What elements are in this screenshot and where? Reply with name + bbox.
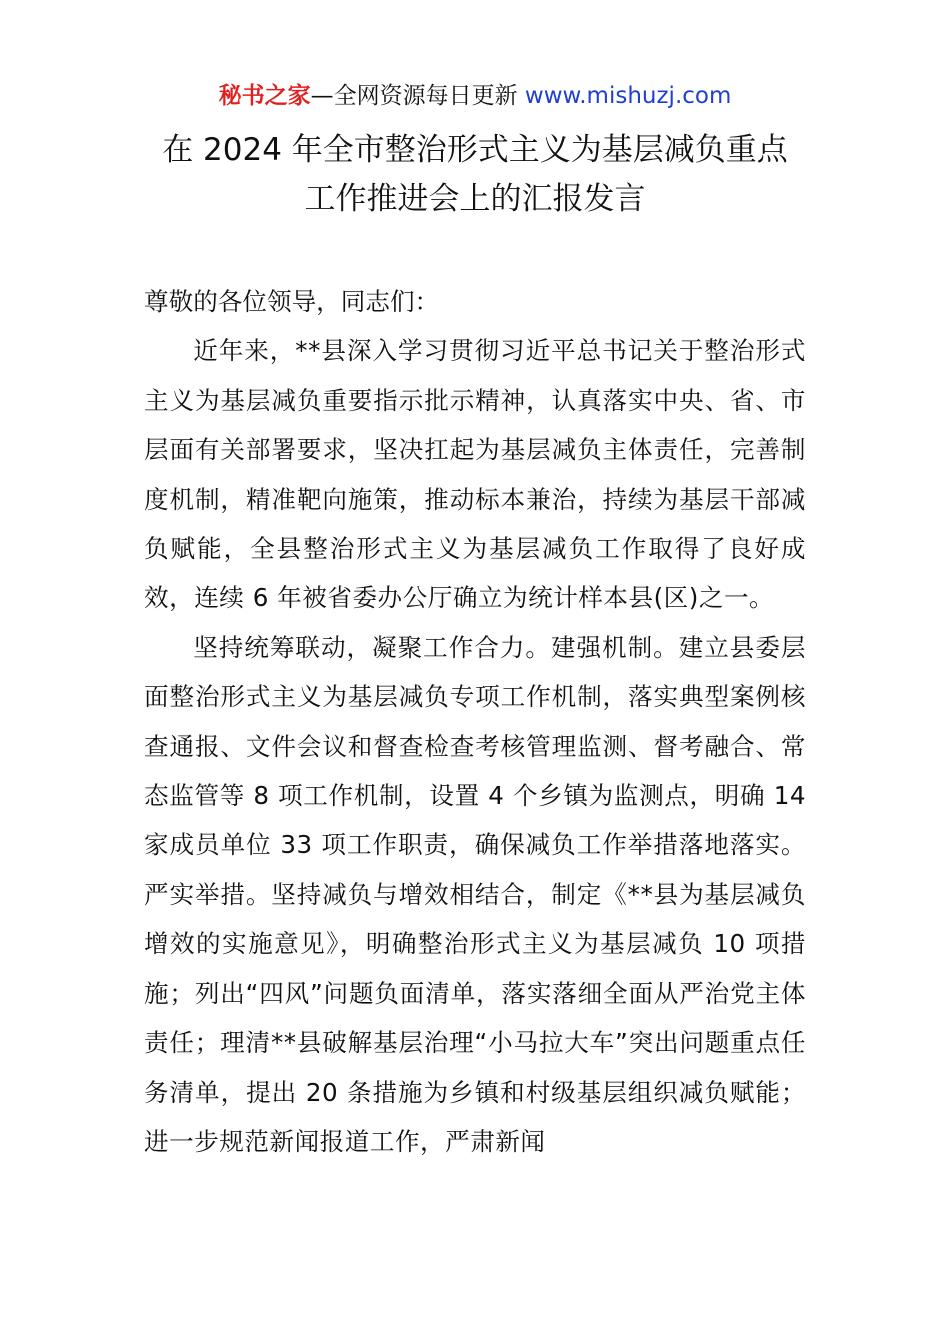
site-url-link[interactable]: www.mishuzj.com: [524, 83, 732, 109]
title-line-2: 工作推进会上的汇报发言: [304, 181, 646, 217]
paragraph-2: 坚持统筹联动，凝聚工作合力。建强机制。建立县委层面整治形式主义为基层减负专项工作机制，落实典型案例核查通报、文件会议和督查检查考核管理监测、督考融合、常态监管等 8 项工作机制，设置 4 个乡镇为监测点，明确 14 家成员单位 33 项工作职责，确保减负工作举措落地落实。严实举措。坚持减负与增效相结合，制定《**县为基层减负增效的实施意见》，明确整治形式主义为基层减负 10 项措施；列出“四风”问题负面清单，落实落细全面从严治党主体责任；理清**县破解基层治理“小马拉大车”突出问题重点任务清单，提出 20 条措施为乡镇和村级基层组织减负赋能；进一步规范新闻报道工作，严肃新闻: [144, 632, 806, 1156]
salutation: 尊敬的各位领导，同志们：: [144, 287, 440, 316]
brand-name: 秘书之家: [218, 83, 311, 109]
document-body: [144, 277, 806, 1166]
header-tagline: —全网资源每日更新: [310, 83, 525, 109]
paragraph-1: 近年来，**县深入学习贯彻习近平总书记关于整治形式主义为基层减负重要指示批示精神，认真落实中央、省、市层面有关部署要求，坚决扛起为基层减负主体责任，完善制度机制，精准靶向施策，推动标本兼治，持续为基层干部减负赋能，全县整治形式主义为基层减负工作取得了良好成效，连续 6 年被省委办公厅确立为统计样本县(区)之一。: [144, 336, 806, 613]
document-title: [0, 126, 950, 224]
title-line-1: 在 2024 年全市整治形式主义为基层减负重点: [162, 132, 788, 168]
site-header: [0, 80, 950, 112]
